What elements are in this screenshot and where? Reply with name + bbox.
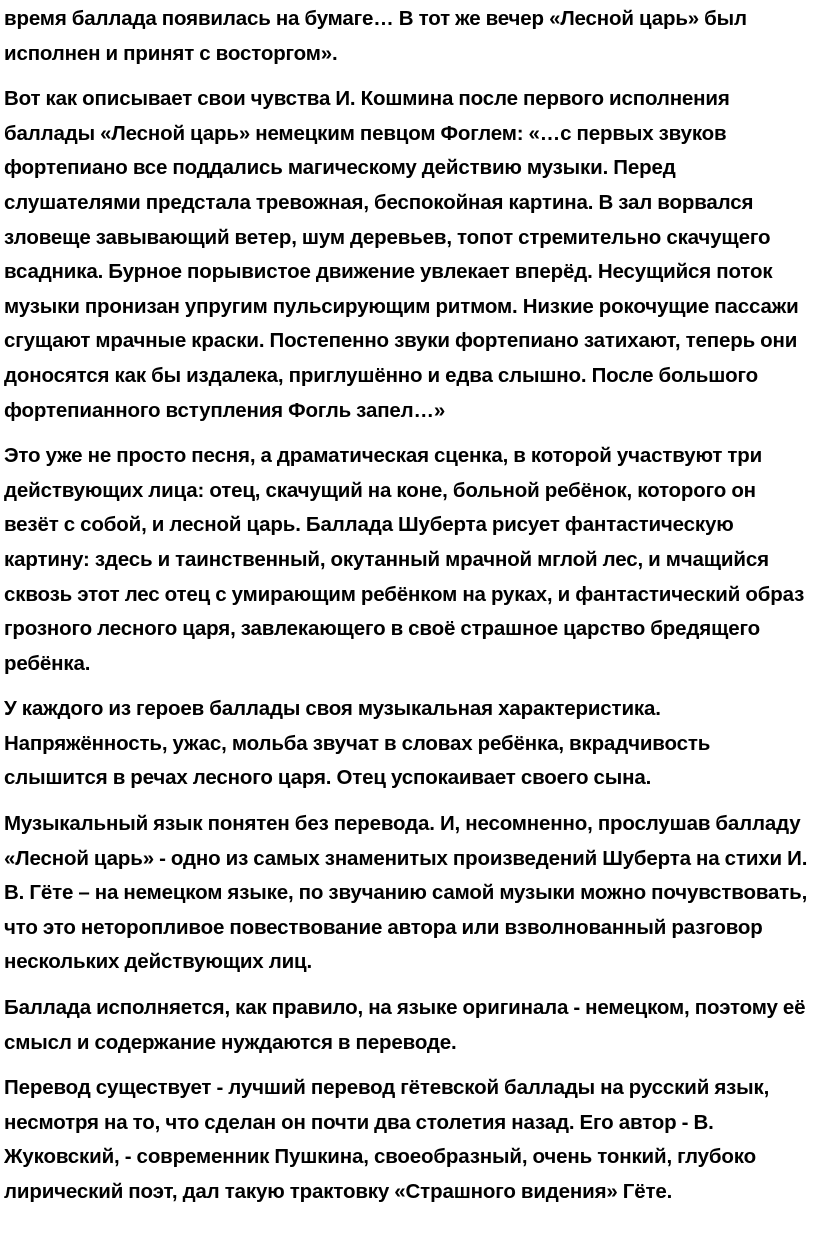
paragraph-5: Музыкальный язык понятен без перевода. И, несомненно, прослушав балладу «Лесной царь» - одно из самых знаменитых произведений Шуберта на стихи И. В. Гёте – на немецком языке, по звучанию самой музыки можно почувствовать, что это неторопливое повествование автора или взволнованный разговор нескольких действующих лиц. <box>4 812 808 974</box>
paragraph-3: Это уже не просто песня, а драматическая сценка, в которой участвуют три действующих лица: отец, скачущий на коне, больной ребёнок, которого он везёт с собой, и лесной царь. Баллада Шуберта рисует фантастическую картину: здесь и таинственный, окутанный мрачной мглой лес, и мчащийся сквозь этот лес отец с умирающим ребёнком на руках, и фантастический образ грозного лесного царя, завлекающего в своё страшное царство бредящего ребёнка. <box>4 444 805 675</box>
document-page <box>4 2 814 1221</box>
paragraph-1: время баллада появилась на бумаге… В тот же вечер «Лесной царь» был исполнен и принят с восторгом». <box>4 7 747 65</box>
paragraph-6: Баллада исполняется, как правило, на языке оригинала - немецком, поэтому её смысл и содержание нуждаются в переводе. <box>4 996 806 1054</box>
paragraph-7: Перевод существует - лучший перевод гётевской баллады на русский язык, несмотря на то, что сделан он почти два столетия назад. Его автор - В. Жуковский, - современник Пушкина, своеобразный, очень тонкий, глубоко лирический поэт, дал такую трактовку «Страшного видения» Гёте. <box>4 1076 770 1203</box>
paragraph-4: У каждого из героев баллады своя музыкальная характеристика. Напряжённость, ужас, мольба звучат в словах ребёнка, вкрадчивость слышится в речах лесного царя. Отец успокаивает своего сына. <box>4 697 711 790</box>
paragraph-2: Вот как описывает свои чувства И. Кошмина после первого исполнения баллады «Лесной царь» немецким певцом Фоглем: «…с первых звуков фортепиано все поддались магическому действию музыки. Перед слушателями предстала тревожная, беспокойная картина. В зал ворвался зловеще завывающий ветер, шум деревьев, топот стремительно скачущего всадника. Бурное порывистое движение увлекает вперёд. Несущийся поток музыки пронизан упругим пульсирующим ритмом. Низкие рокочущие пассажи сгущают мрачные краски. Постепенно звуки фортепиано затихают, теперь они доносятся как бы издалека, приглушённо и едва слышно. После большого фортепианного вступления Фогль запел…» <box>4 87 799 422</box>
